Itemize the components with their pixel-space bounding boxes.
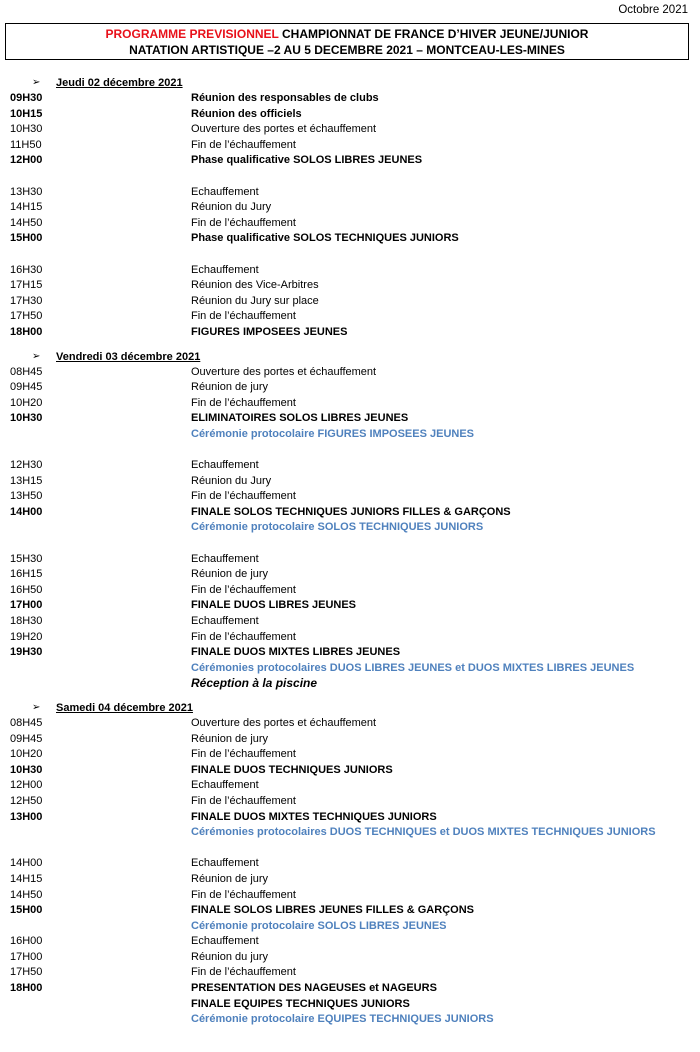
- block-spacer: [0, 247, 700, 263]
- schedule-row: [0, 903, 700, 919]
- schedule-event: Ouverture des portes et échauffement: [191, 365, 377, 378]
- day-section: [0, 75, 700, 341]
- schedule-event: FINALE DUOS MIXTES LIBRES JEUNES: [191, 646, 401, 659]
- schedule-time: 16H30: [10, 263, 43, 276]
- schedule-row: [0, 231, 700, 247]
- schedule-time: 18H00: [10, 325, 43, 338]
- schedule-time: 10H15: [10, 107, 43, 120]
- schedule-time: 16H15: [10, 568, 43, 581]
- schedule-event: Fin de l’échauffement: [191, 748, 296, 761]
- schedule-time: 14H15: [10, 872, 43, 885]
- schedule-event: Réunion du Jury: [191, 474, 272, 487]
- schedule-event: Echauffement: [191, 935, 259, 948]
- schedule-row: [0, 598, 700, 614]
- schedule-time: 17H30: [10, 294, 43, 307]
- arrowhead-bullet-icon: ➢: [32, 350, 41, 362]
- schedule-row: [0, 965, 700, 981]
- schedule-row: [0, 630, 700, 646]
- schedule-time: 19H30: [10, 646, 43, 659]
- schedule-time: 11H50: [10, 138, 42, 151]
- schedule-event: Ouverture des portes et échauffement: [191, 716, 377, 729]
- day-title: Vendredi 03 décembre 2021: [56, 350, 201, 363]
- schedule-event: Réunion de jury: [191, 568, 269, 581]
- schedule-row: [0, 458, 700, 474]
- schedule-event: Réunion des officiels: [191, 107, 302, 120]
- schedule-time: 16H00: [10, 935, 43, 948]
- schedule-time: 17H15: [10, 279, 43, 292]
- schedule-time: 13H30: [10, 185, 43, 198]
- title-highlight: PROGRAMME PREVISIONNEL: [105, 27, 279, 41]
- schedule-row: [0, 505, 700, 521]
- section-spacer: [0, 341, 700, 349]
- schedule-event: Fin de l’échauffement: [191, 630, 296, 643]
- schedule-row: [0, 411, 700, 427]
- schedule-event: FIGURES IMPOSEES JEUNES: [191, 325, 348, 338]
- schedule-row: [0, 1012, 700, 1028]
- schedule-row: [0, 263, 700, 279]
- schedule-row: [0, 583, 700, 599]
- arrowhead-bullet-icon: ➢: [32, 77, 41, 88]
- schedule-event: Fin de l’échauffement: [191, 966, 296, 979]
- schedule-time: 13H50: [10, 490, 43, 503]
- schedule-row: [0, 380, 700, 396]
- document-subtitle: NATATION ARTISTIQUE –2 AU 5 DECEMBRE 2021 – MONTCEAU-LES-MINES: [129, 43, 565, 57]
- schedule-row: [0, 810, 700, 826]
- title-box: [5, 23, 689, 60]
- schedule-event: Réunion du Jury sur place: [191, 294, 319, 307]
- schedule-row: [0, 856, 700, 872]
- schedule-time: 19H20: [10, 630, 43, 643]
- day-heading: [0, 75, 700, 91]
- schedule-event: Réunion du jury: [191, 950, 269, 963]
- schedule-event: Fin de l’échauffement: [191, 794, 296, 807]
- schedule-row: [0, 934, 700, 950]
- schedule-event: FINALE DUOS LIBRES JEUNES: [191, 599, 357, 612]
- schedule-event: Echauffement: [191, 552, 259, 565]
- schedule-row: [0, 185, 700, 201]
- schedule-event: Ouverture des portes et échauffement: [191, 123, 377, 136]
- schedule-event: Fin de l’échauffement: [191, 396, 296, 409]
- schedule-time: 12H00: [10, 154, 43, 167]
- ceremony-text: Cérémonies protocolaires DUOS TECHNIQUES et DUOS MIXTES TECHNIQUES JUNIORS: [191, 826, 656, 839]
- schedule-row: [0, 997, 700, 1013]
- schedule-event: Echauffement: [191, 185, 259, 198]
- schedule-time: 12H30: [10, 459, 43, 472]
- schedule-row: [0, 294, 700, 310]
- schedule-event: Fin de l’échauffement: [191, 583, 296, 596]
- schedule-event: Fin de l’échauffement: [191, 888, 296, 901]
- schedule-event: FINALE SOLOS TECHNIQUES JUNIORS FILLES & GARÇONS: [191, 505, 511, 518]
- schedule-event: Echauffement: [191, 263, 259, 276]
- schedule-event: Echauffement: [191, 857, 259, 870]
- day-heading: [0, 700, 700, 716]
- schedule-time: 10H30: [10, 763, 43, 776]
- document-title: [6, 26, 688, 42]
- schedule-event: FINALE DUOS MIXTES TECHNIQUES JUNIORS: [191, 810, 437, 823]
- schedule-time: 10H20: [10, 748, 43, 761]
- schedule-row: [0, 794, 700, 810]
- schedule-event: Réunion de jury: [191, 732, 269, 745]
- day-section: [0, 700, 700, 1028]
- ceremony-text: Cérémonie protocolaire SOLOS LIBRES JEUNES: [191, 919, 447, 932]
- schedule-row: [0, 153, 700, 169]
- schedule-event: Fin de l’échauffement: [191, 310, 296, 323]
- schedule-time: 14H50: [10, 888, 43, 901]
- schedule-row: [0, 520, 700, 536]
- schedule-row: [0, 614, 700, 630]
- schedule-row: [0, 676, 700, 692]
- schedule-row: [0, 950, 700, 966]
- schedule-row: [0, 716, 700, 732]
- schedule-event: Réunion des responsables de clubs: [191, 92, 379, 104]
- schedule-time: 09H45: [10, 732, 43, 745]
- day-title: Jeudi 02 décembre 2021: [56, 77, 183, 89]
- schedule-row: [0, 888, 700, 904]
- schedule-time: 14H50: [10, 216, 43, 229]
- ceremony-text: Cérémonie protocolaire FIGURES IMPOSEES JEUNES: [191, 427, 475, 440]
- schedule-time: 13H00: [10, 810, 43, 823]
- schedule-row: [0, 278, 700, 294]
- schedule-event: FINALE SOLOS LIBRES JEUNES FILLES & GARÇONS: [191, 904, 474, 917]
- schedule-event: Fin de l’échauffement: [191, 216, 296, 229]
- schedule-time: 14H15: [10, 201, 43, 214]
- schedule-event: Réunion de jury: [191, 872, 269, 885]
- schedule-row: [0, 474, 700, 490]
- schedule-time: 10H20: [10, 396, 43, 409]
- schedule-time: 09H30: [10, 92, 43, 104]
- schedule-row: [0, 872, 700, 888]
- document-date: Octobre 2021: [618, 4, 688, 16]
- schedule-row: [0, 825, 700, 841]
- schedule-row: [0, 919, 700, 935]
- schedule-time: 13H15: [10, 474, 43, 487]
- schedule-time: 14H00: [10, 505, 43, 518]
- schedule-time: 15H00: [10, 904, 43, 917]
- schedule-row: [0, 200, 700, 216]
- schedule-time: 10H30: [10, 412, 43, 425]
- schedule-row: [0, 216, 700, 232]
- block-spacer: [0, 442, 700, 458]
- section-spacer: [0, 692, 700, 700]
- schedule-time: 09H45: [10, 381, 43, 394]
- schedule-event: Phase qualificative SOLOS TECHNIQUES JUNIORS: [191, 232, 459, 245]
- arrowhead-bullet-icon: ➢: [32, 701, 41, 713]
- schedule-row: [0, 645, 700, 661]
- schedule-row: [0, 981, 700, 997]
- schedule-time: 14H00: [10, 857, 43, 870]
- schedule-event: FINALE EQUIPES TECHNIQUES JUNIORS: [191, 997, 410, 1010]
- schedule-row: [0, 365, 700, 381]
- block-spacer: [0, 536, 700, 552]
- schedule-event: Réception à la piscine: [191, 676, 318, 691]
- schedule-event: Phase qualificative SOLOS LIBRES JEUNES: [191, 154, 423, 167]
- schedule-event: Réunion des Vice-Arbitres: [191, 279, 319, 292]
- schedule-event: Echauffement: [191, 615, 259, 627]
- schedule-event: Echauffement: [191, 779, 259, 792]
- schedule-row: [0, 747, 700, 763]
- schedule-row: [0, 122, 700, 138]
- schedule-event: PRESENTATION DES NAGEUSES et NAGEURS: [191, 982, 437, 995]
- schedule-event: Fin de l’échauffement: [191, 490, 296, 503]
- schedule-row: [0, 732, 700, 748]
- schedule-time: 15H30: [10, 552, 43, 565]
- schedule-time: 18H00: [10, 982, 43, 995]
- schedule-event: FINALE DUOS TECHNIQUES JUNIORS: [191, 763, 393, 776]
- schedule-event: Fin de l’échauffement: [191, 138, 296, 151]
- schedule-event: Réunion de jury: [191, 381, 269, 394]
- schedule-time: 17H00: [10, 599, 43, 612]
- schedule-time: 08H45: [10, 365, 43, 378]
- block-spacer: [0, 841, 700, 857]
- schedule-row: [0, 138, 700, 154]
- schedule-row: [0, 107, 700, 123]
- schedule-row: [0, 552, 700, 568]
- schedule-event: Réunion du Jury: [191, 201, 272, 214]
- schedule-time: 08H45: [10, 716, 43, 729]
- schedule-row: [0, 325, 700, 341]
- schedule-row: [0, 396, 700, 412]
- schedule-time: 17H50: [10, 966, 43, 979]
- schedule-row: [0, 661, 700, 677]
- schedule-time: 12H50: [10, 794, 43, 807]
- block-spacer: [0, 169, 700, 185]
- ceremony-text: Cérémonie protocolaire SOLOS TECHNIQUES JUNIORS: [191, 521, 484, 534]
- schedule-event: ELIMINATOIRES SOLOS LIBRES JEUNES: [191, 412, 409, 425]
- schedule-time: 10H30: [10, 123, 43, 136]
- schedule-time: 16H50: [10, 583, 43, 596]
- schedule-row: [0, 567, 700, 583]
- ceremony-text: Cérémonie protocolaire EQUIPES TECHNIQUES JUNIORS: [191, 1013, 494, 1026]
- schedule-row: [0, 763, 700, 779]
- day-heading: [0, 349, 700, 365]
- schedule-time: 18H30: [10, 615, 43, 627]
- schedule-row: [0, 427, 700, 443]
- schedule-time: 15H00: [10, 232, 43, 245]
- schedule-row: [0, 489, 700, 505]
- schedule-row: [0, 309, 700, 325]
- schedule-time: 17H50: [10, 310, 43, 323]
- schedule-event: Echauffement: [191, 459, 259, 472]
- ceremony-text: Cérémonies protocolaires DUOS LIBRES JEUNES et DUOS MIXTES LIBRES JEUNES: [191, 661, 635, 674]
- day-section: [0, 349, 700, 692]
- schedule-time: 12H00: [10, 779, 43, 792]
- schedule-row: [0, 778, 700, 794]
- title-text: CHAMPIONNAT DE FRANCE D’HIVER JEUNE/JUNIOR: [278, 27, 589, 41]
- program-schedule: [0, 75, 700, 1028]
- schedule-row: [0, 91, 700, 107]
- day-title: Samedi 04 décembre 2021: [56, 701, 193, 714]
- schedule-time: 17H00: [10, 950, 43, 963]
